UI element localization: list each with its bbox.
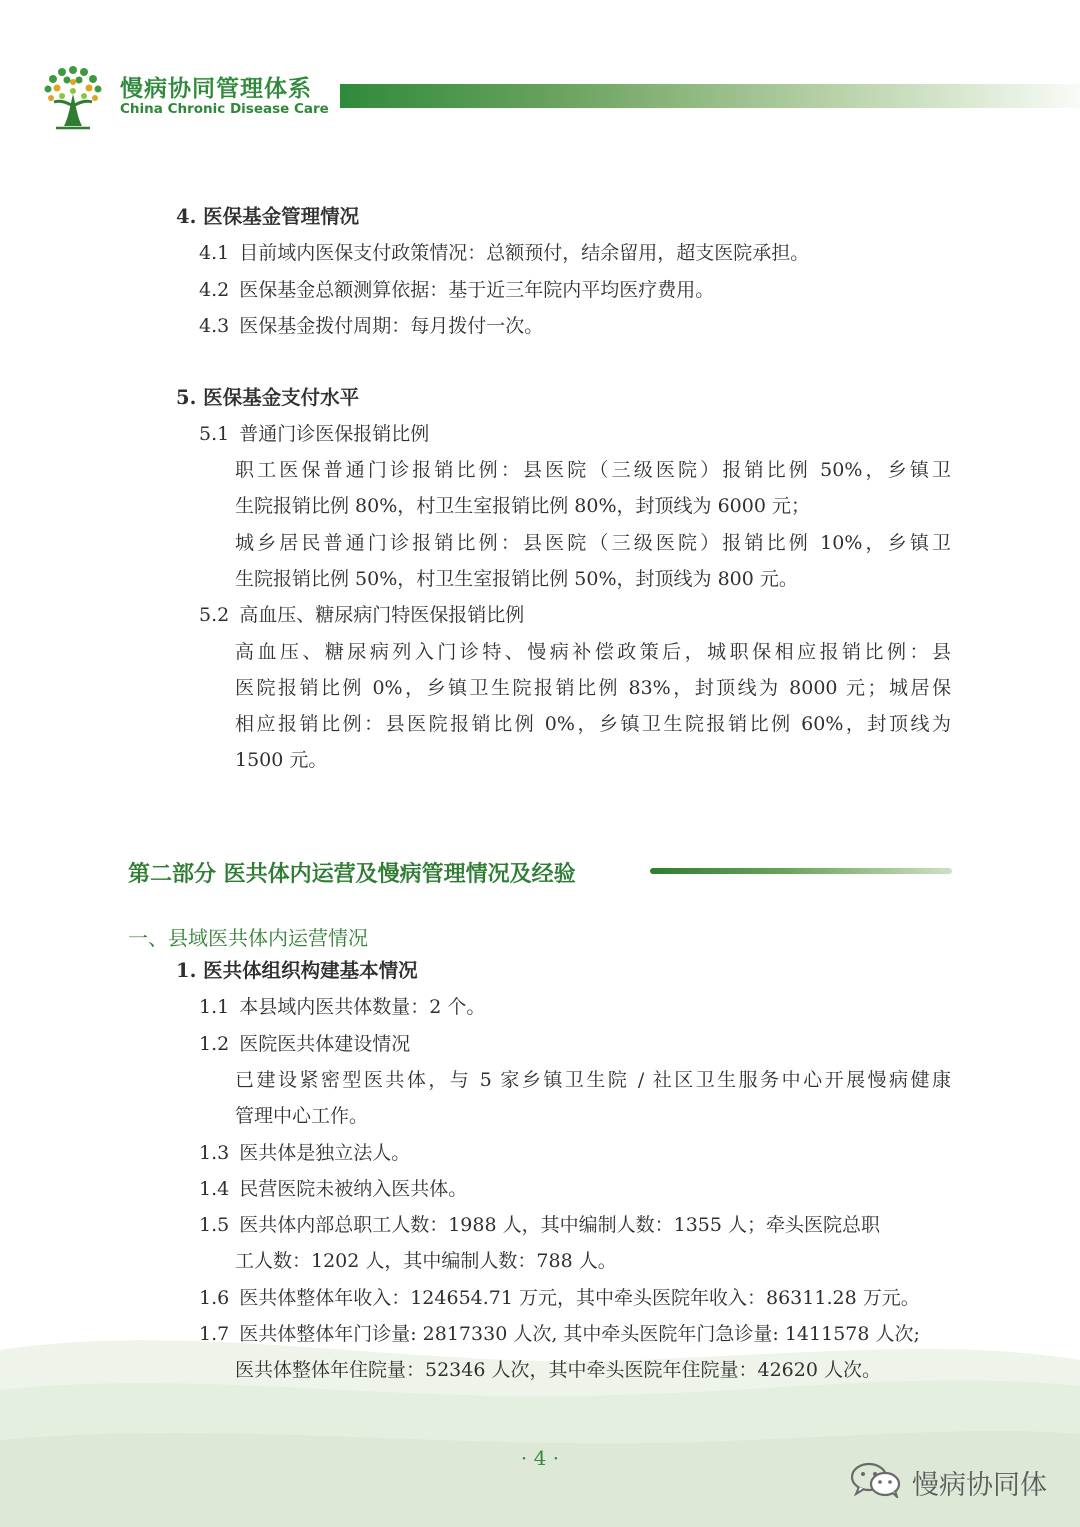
item-text: 本县域内医共体数量：2 个。 (239, 996, 486, 1018)
wechat-icon (850, 1462, 902, 1498)
list-item (199, 1212, 880, 1238)
item-text: 医共体整体年收入：124654.71 万元，其中牵头医院年收入：86311.28 万元。 (239, 1287, 920, 1309)
item-number: 1.3 (199, 1142, 230, 1164)
item-text: 医共体整体年门诊量: 2817330 人次, 其中牵头医院年门急诊量: 1411578 人次; (239, 1323, 920, 1345)
page-number: · 4 · (520, 1446, 560, 1470)
list-item (199, 1285, 920, 1311)
paragraph-line: 工人数：1202 人，其中编制人数：788 人。 (235, 1250, 617, 1272)
item-text: 医共体内部总职工人数：1988 人，其中编制人数：1355 人；牵头医院总职 (239, 1214, 881, 1236)
item-number: 5.2 (199, 604, 230, 626)
list-item (199, 313, 543, 339)
item-text: 医保基金拨付周期：每月拨付一次。 (239, 315, 544, 337)
section-heading: 4. 医保基金管理情况 (176, 205, 360, 228)
list-item (199, 1140, 410, 1166)
paragraph-line: 医共体整体年住院量：52346 人次，其中牵头医院年住院量：42620 人次。 (235, 1359, 881, 1381)
tree-logo-icon (40, 62, 106, 130)
paragraph-line: 高血压、糖尿病列入门诊特、慢病补偿政策后，城职保相应报销比例：县 (235, 641, 951, 663)
item-number: 4.1 (199, 242, 230, 264)
wechat-account-name: 慢病协同体 (912, 1470, 1047, 1501)
list-item (199, 1321, 920, 1347)
item-text: 目前域内医保支付政策情况：总额预付，结余留用，超支医院承担。 (239, 242, 810, 264)
item-number: 5.1 (199, 423, 230, 445)
section-heading: 5. 医保基金支付水平 (176, 386, 360, 409)
paragraph-line: 城乡居民普通门诊报销比例：县医院（三级医院）报销比例 10%，乡镇卫 (235, 532, 951, 554)
paragraph-line: 相应报销比例：县医院报销比例 0%，乡镇卫生院报销比例 60%，封顶线为 (235, 713, 951, 735)
header-gradient-bar (340, 84, 1080, 108)
paragraph-line: 职工医保普通门诊报销比例：县医院（三级医院）报销比例 50%，乡镇卫 (235, 459, 951, 481)
list-item (199, 1031, 410, 1057)
item-number: 1.5 (199, 1214, 230, 1236)
item-number: 1.1 (199, 996, 230, 1018)
item-text: 高血压、糖尿病门特医保报销比例 (239, 604, 525, 626)
item-text: 医共体是独立法人。 (239, 1142, 411, 1164)
item-number: 4.2 (199, 279, 230, 301)
list-item (199, 1176, 467, 1202)
brand-name-en: China Chronic Disease Care (120, 101, 329, 117)
item-number: 1.6 (199, 1287, 230, 1309)
item-text: 普通门诊医保报销比例 (239, 423, 430, 445)
paragraph-line: 1500 元。 (235, 749, 328, 771)
chapter-heading: 一、县域医共体内运营情况 (128, 926, 368, 950)
item-number: 1.7 (199, 1323, 230, 1345)
item-text: 医院医共体建设情况 (239, 1033, 411, 1055)
paragraph-line: 管理中心工作。 (235, 1105, 369, 1127)
item-number: 4.3 (199, 315, 230, 337)
paragraph-line: 生院报销比例 80%，村卫生室报销比例 80%，封顶线为 6000 元； (235, 495, 810, 517)
item-text: 医保基金总额测算依据：基于近三年院内平均医疗费用。 (239, 279, 715, 301)
list-item (199, 602, 524, 628)
section-heading: 1. 医共体组织构建基本情况 (176, 959, 418, 982)
item-number: 1.2 (199, 1033, 230, 1055)
list-item (199, 277, 714, 303)
list-item (199, 994, 485, 1020)
part-title-rule (650, 868, 952, 874)
part-title: 第二部分 医共体内运营及慢病管理情况及经验 (128, 862, 576, 887)
list-item (199, 421, 429, 447)
item-text: 民营医院未被纳入医共体。 (239, 1178, 468, 1200)
paragraph-line: 医院报销比例 0%，乡镇卫生院报销比例 83%，封顶线为 8000 元；城居保 (235, 677, 951, 699)
brand-name-cn: 慢病协同管理体系 (120, 76, 312, 102)
page-header (0, 0, 1080, 140)
paragraph-line: 已建设紧密型医共体，与 5 家乡镇卫生院 / 社区卫生服务中心开展慢病健康 (235, 1069, 951, 1091)
list-item (199, 240, 809, 266)
paragraph-line: 生院报销比例 50%，村卫生室报销比例 50%，封顶线为 800 元。 (235, 568, 798, 590)
item-number: 1.4 (199, 1178, 230, 1200)
